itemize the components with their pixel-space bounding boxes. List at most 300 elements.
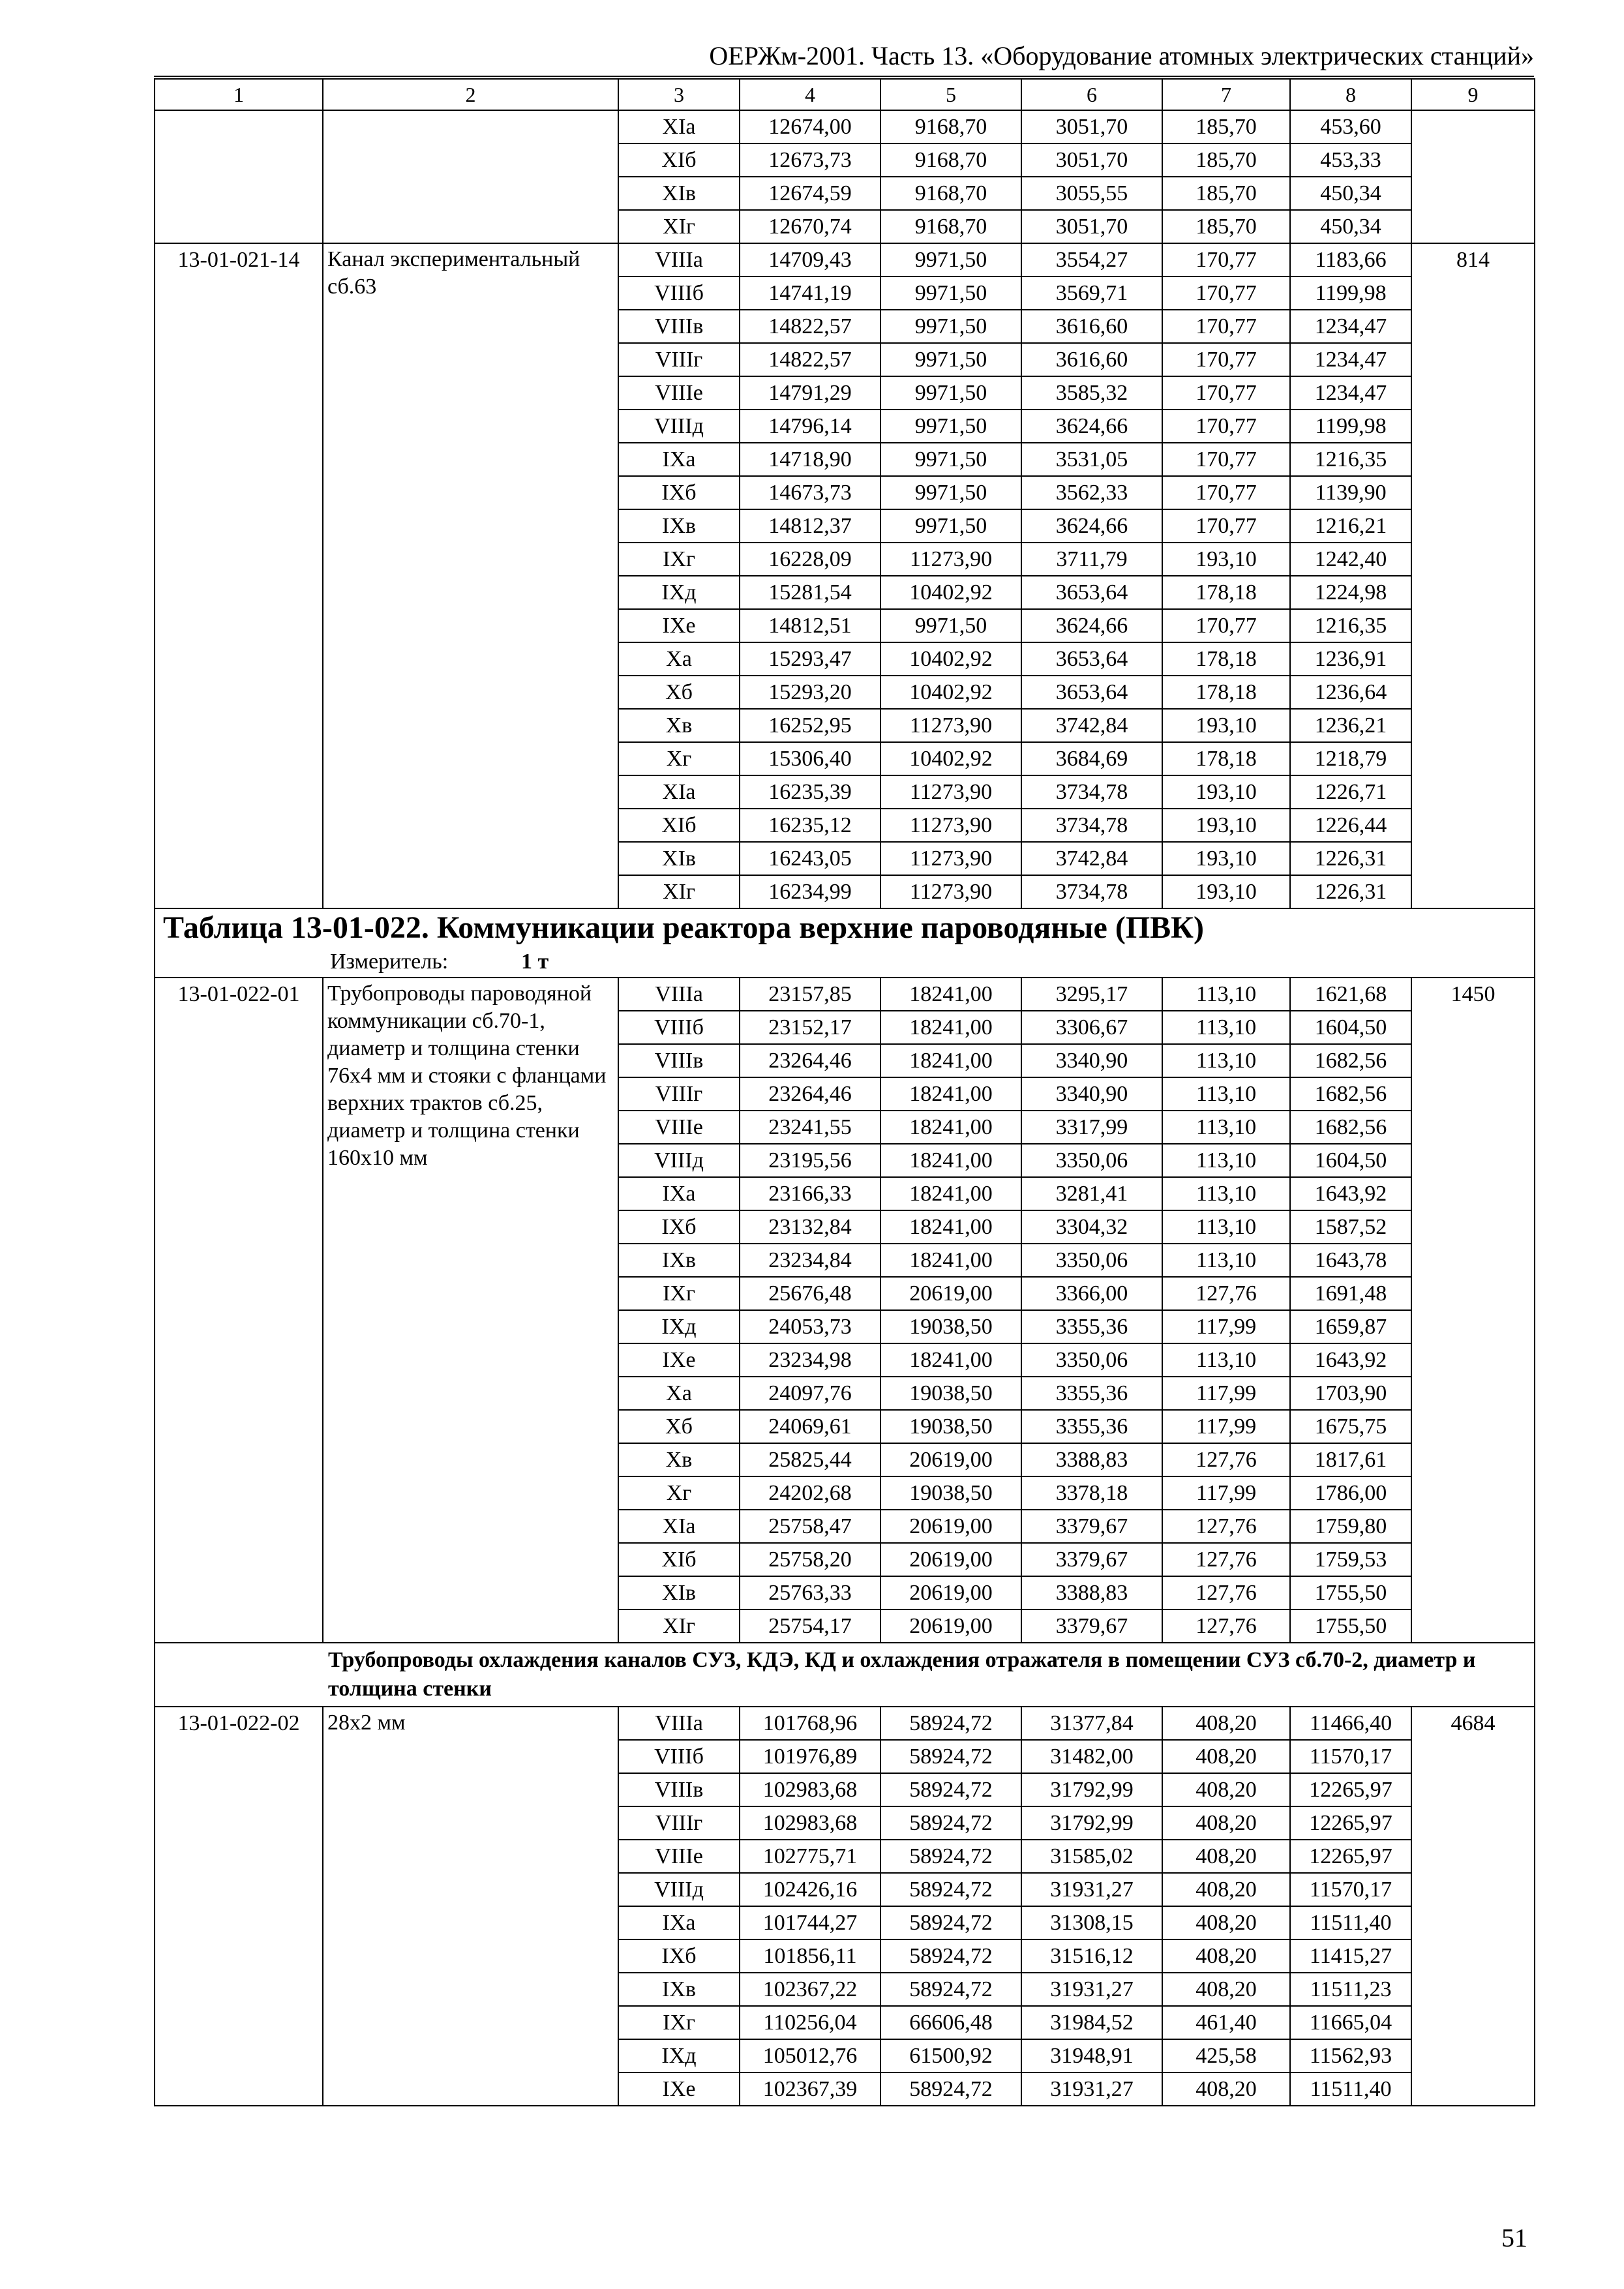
total-cost-cell: 15293,47 xyxy=(740,642,880,676)
materials-cell: 1643,92 xyxy=(1290,1343,1411,1377)
zone-cell: IXд xyxy=(618,2039,740,2072)
machine-cost-cell: 3734,78 xyxy=(1021,775,1162,809)
machine-cost-cell: 31308,15 xyxy=(1021,1906,1162,1939)
total-cost-cell: 15293,20 xyxy=(740,676,880,709)
materials-cell: 1817,61 xyxy=(1290,1443,1411,1476)
materials-cell: 1236,21 xyxy=(1290,709,1411,742)
driver-salary-cell: 170,77 xyxy=(1162,443,1290,476)
total-cost-cell: 102367,39 xyxy=(740,2072,880,2106)
subsection-heading: Трубопроводы охлаждения каналов СУЗ, КДЭ, КД и охлаждения отражателя в помещении СУЗ сб.70-2, диаметр и толщина стенки xyxy=(323,1643,1535,1707)
zone-cell: Xв xyxy=(618,709,740,742)
materials-cell: 12265,97 xyxy=(1290,1840,1411,1873)
measure-row xyxy=(155,947,1535,978)
salary-cell: 9168,70 xyxy=(880,177,1021,210)
table-row xyxy=(155,1707,1535,1740)
driver-salary-cell: 425,58 xyxy=(1162,2039,1290,2072)
driver-salary-cell: 178,18 xyxy=(1162,576,1290,609)
machine-cost-cell: 3317,99 xyxy=(1021,1111,1162,1144)
total-cost-cell: 14822,57 xyxy=(740,343,880,376)
zone-cell: VIIIг xyxy=(618,1806,740,1840)
table-row xyxy=(155,243,1535,277)
total-cost-cell: 102775,71 xyxy=(740,1840,880,1873)
total-cost-cell: 102426,16 xyxy=(740,1873,880,1906)
machine-cost-cell: 31585,02 xyxy=(1021,1840,1162,1873)
machine-cost-cell: 3742,84 xyxy=(1021,842,1162,875)
driver-salary-cell: 113,10 xyxy=(1162,1244,1290,1277)
machine-cost-cell: 3388,83 xyxy=(1021,1576,1162,1609)
total-cost-cell: 23152,17 xyxy=(740,1011,880,1044)
driver-salary-cell: 408,20 xyxy=(1162,1973,1290,2006)
machine-cost-cell: 3742,84 xyxy=(1021,709,1162,742)
driver-salary-cell: 170,77 xyxy=(1162,277,1290,310)
labor-cell: 4684 xyxy=(1411,1707,1535,2106)
zone-cell: VIIIд xyxy=(618,1144,740,1177)
item-name: Трубопроводы пароводяной коммуникации сб.70-1, диаметр и толщина стенки 76х4 мм и стояки с фланцами верхних трактов сб.25, диаметр и толщина стенки 160х10 мм xyxy=(323,978,618,1643)
materials-cell: 453,60 xyxy=(1290,110,1411,143)
zone-cell: XIб xyxy=(618,1543,740,1576)
salary-cell: 10402,92 xyxy=(880,642,1021,676)
zone-cell: IXб xyxy=(618,1210,740,1244)
column-number: 2 xyxy=(323,79,618,110)
machine-cost-cell: 3051,70 xyxy=(1021,210,1162,243)
salary-cell: 11273,90 xyxy=(880,875,1021,908)
total-cost-cell: 24097,76 xyxy=(740,1377,880,1410)
zone-cell: VIIIе xyxy=(618,1840,740,1873)
zone-cell: IXд xyxy=(618,576,740,609)
table-title: Таблица 13-01-022. Коммуникации реактора верхние пароводяные (ПВК) xyxy=(155,908,1535,947)
materials-cell: 1224,98 xyxy=(1290,576,1411,609)
driver-salary-cell: 178,18 xyxy=(1162,742,1290,775)
total-cost-cell: 102367,22 xyxy=(740,1973,880,2006)
salary-cell: 18241,00 xyxy=(880,1210,1021,1244)
salary-cell: 9971,50 xyxy=(880,410,1021,443)
total-cost-cell: 14812,51 xyxy=(740,609,880,642)
machine-cost-cell: 3562,33 xyxy=(1021,476,1162,509)
zone-cell: XIа xyxy=(618,775,740,809)
zone-cell: Xг xyxy=(618,742,740,775)
driver-salary-cell: 170,77 xyxy=(1162,609,1290,642)
total-cost-cell: 14796,14 xyxy=(740,410,880,443)
salary-cell: 19038,50 xyxy=(880,1377,1021,1410)
machine-cost-cell: 3355,36 xyxy=(1021,1377,1162,1410)
total-cost-cell: 16228,09 xyxy=(740,543,880,576)
salary-cell: 9971,50 xyxy=(880,277,1021,310)
machine-cost-cell: 31516,12 xyxy=(1021,1939,1162,1973)
materials-cell: 11415,27 xyxy=(1290,1939,1411,1973)
zone-cell: XIв xyxy=(618,842,740,875)
table-row xyxy=(155,978,1535,1011)
zone-cell: XIв xyxy=(618,1576,740,1609)
driver-salary-cell: 170,77 xyxy=(1162,509,1290,543)
column-number-row xyxy=(155,79,1535,110)
table-body xyxy=(155,79,1535,2106)
column-number: 7 xyxy=(1162,79,1290,110)
subsection-row xyxy=(155,1643,1535,1707)
total-cost-cell: 24069,61 xyxy=(740,1410,880,1443)
subsection-spacer xyxy=(155,1643,323,1707)
driver-salary-cell: 461,40 xyxy=(1162,2006,1290,2039)
machine-cost-cell: 3366,00 xyxy=(1021,1277,1162,1310)
total-cost-cell: 101768,96 xyxy=(740,1707,880,1740)
machine-cost-cell: 3350,06 xyxy=(1021,1343,1162,1377)
materials-cell: 1183,66 xyxy=(1290,243,1411,277)
materials-cell: 1226,31 xyxy=(1290,842,1411,875)
total-cost-cell: 14812,37 xyxy=(740,509,880,543)
salary-cell: 20619,00 xyxy=(880,1510,1021,1543)
materials-cell: 1682,56 xyxy=(1290,1077,1411,1111)
driver-salary-cell: 178,18 xyxy=(1162,642,1290,676)
machine-cost-cell: 3734,78 xyxy=(1021,875,1162,908)
driver-salary-cell: 408,20 xyxy=(1162,1707,1290,1740)
column-number: 1 xyxy=(155,79,323,110)
machine-cost-cell: 3304,32 xyxy=(1021,1210,1162,1244)
salary-cell: 58924,72 xyxy=(880,1973,1021,2006)
materials-cell: 450,34 xyxy=(1290,210,1411,243)
materials-cell: 1199,98 xyxy=(1290,410,1411,443)
total-cost-cell: 23264,46 xyxy=(740,1044,880,1077)
zone-cell: IXг xyxy=(618,1277,740,1310)
salary-cell: 20619,00 xyxy=(880,1277,1021,1310)
zone-cell: Xв xyxy=(618,1443,740,1476)
materials-cell: 1139,90 xyxy=(1290,476,1411,509)
materials-cell: 1755,50 xyxy=(1290,1576,1411,1609)
driver-salary-cell: 113,10 xyxy=(1162,978,1290,1011)
driver-salary-cell: 170,77 xyxy=(1162,376,1290,410)
column-number: 5 xyxy=(880,79,1021,110)
machine-cost-cell: 31984,52 xyxy=(1021,2006,1162,2039)
machine-cost-cell: 3281,41 xyxy=(1021,1177,1162,1210)
page-header: ОЕРЖм-2001. Часть 13. «Оборудование атомных электрических станций» xyxy=(709,41,1534,70)
salary-cell: 11273,90 xyxy=(880,709,1021,742)
measure-cell xyxy=(155,947,1535,978)
zone-cell: IXе xyxy=(618,1343,740,1377)
total-cost-cell: 25676,48 xyxy=(740,1277,880,1310)
total-cost-cell: 14822,57 xyxy=(740,310,880,343)
salary-cell: 9971,50 xyxy=(880,376,1021,410)
machine-cost-cell: 31792,99 xyxy=(1021,1773,1162,1806)
salary-cell: 18241,00 xyxy=(880,1011,1021,1044)
materials-cell: 1682,56 xyxy=(1290,1044,1411,1077)
salary-cell: 18241,00 xyxy=(880,1177,1021,1210)
total-cost-cell: 14718,90 xyxy=(740,443,880,476)
zone-cell: IXд xyxy=(618,1310,740,1343)
driver-salary-cell: 127,76 xyxy=(1162,1277,1290,1310)
total-cost-cell: 23195,56 xyxy=(740,1144,880,1177)
zone-cell: VIIIв xyxy=(618,310,740,343)
salary-cell: 58924,72 xyxy=(880,1939,1021,1973)
salary-cell: 9971,50 xyxy=(880,509,1021,543)
zone-cell: IXв xyxy=(618,1244,740,1277)
salary-cell: 20619,00 xyxy=(880,1543,1021,1576)
total-cost-cell: 23234,98 xyxy=(740,1343,880,1377)
driver-salary-cell: 117,99 xyxy=(1162,1310,1290,1343)
materials-cell: 1786,00 xyxy=(1290,1476,1411,1510)
machine-cost-cell: 3616,60 xyxy=(1021,343,1162,376)
materials-cell: 1759,80 xyxy=(1290,1510,1411,1543)
zone-cell: XIв xyxy=(618,177,740,210)
materials-cell: 1691,48 xyxy=(1290,1277,1411,1310)
salary-cell: 66606,48 xyxy=(880,2006,1021,2039)
salary-cell: 10402,92 xyxy=(880,742,1021,775)
zone-cell: VIIIв xyxy=(618,1773,740,1806)
materials-cell: 1643,78 xyxy=(1290,1244,1411,1277)
salary-cell: 9971,50 xyxy=(880,343,1021,376)
materials-cell: 1682,56 xyxy=(1290,1111,1411,1144)
salary-cell: 9168,70 xyxy=(880,110,1021,143)
salary-cell: 20619,00 xyxy=(880,1576,1021,1609)
zone-cell: Xа xyxy=(618,1377,740,1410)
materials-cell: 1755,50 xyxy=(1290,1609,1411,1643)
zone-cell: IXв xyxy=(618,509,740,543)
total-cost-cell: 25763,33 xyxy=(740,1576,880,1609)
driver-salary-cell: 113,10 xyxy=(1162,1044,1290,1077)
total-cost-cell: 16235,12 xyxy=(740,809,880,842)
materials-cell: 1226,44 xyxy=(1290,809,1411,842)
materials-cell: 1216,21 xyxy=(1290,509,1411,543)
total-cost-cell: 25758,20 xyxy=(740,1543,880,1576)
driver-salary-cell: 178,18 xyxy=(1162,676,1290,709)
machine-cost-cell: 3355,36 xyxy=(1021,1310,1162,1343)
salary-cell: 11273,90 xyxy=(880,775,1021,809)
driver-salary-cell: 193,10 xyxy=(1162,842,1290,875)
total-cost-cell: 24053,73 xyxy=(740,1310,880,1343)
driver-salary-cell: 193,10 xyxy=(1162,709,1290,742)
salary-cell: 19038,50 xyxy=(880,1310,1021,1343)
salary-cell: 58924,72 xyxy=(880,1906,1021,1939)
item-name xyxy=(323,110,618,243)
total-cost-cell: 24202,68 xyxy=(740,1476,880,1510)
machine-cost-cell: 3055,55 xyxy=(1021,177,1162,210)
materials-cell: 1675,75 xyxy=(1290,1410,1411,1443)
driver-salary-cell: 193,10 xyxy=(1162,775,1290,809)
materials-cell: 11511,23 xyxy=(1290,1973,1411,2006)
zone-cell: XIг xyxy=(618,210,740,243)
zone-cell: XIб xyxy=(618,143,740,177)
materials-cell: 1234,47 xyxy=(1290,310,1411,343)
driver-salary-cell: 185,70 xyxy=(1162,143,1290,177)
machine-cost-cell: 3350,06 xyxy=(1021,1144,1162,1177)
salary-cell: 18241,00 xyxy=(880,978,1021,1011)
machine-cost-cell: 3734,78 xyxy=(1021,809,1162,842)
driver-salary-cell: 408,20 xyxy=(1162,1806,1290,1840)
salary-cell: 58924,72 xyxy=(880,1740,1021,1773)
zone-cell: VIIIд xyxy=(618,410,740,443)
total-cost-cell: 14741,19 xyxy=(740,277,880,310)
driver-salary-cell: 113,10 xyxy=(1162,1210,1290,1244)
salary-cell: 58924,72 xyxy=(880,1707,1021,1740)
total-cost-cell: 23234,84 xyxy=(740,1244,880,1277)
item-code: 13-01-021-14 xyxy=(155,243,323,908)
materials-cell: 1226,71 xyxy=(1290,775,1411,809)
zone-cell: IXе xyxy=(618,2072,740,2106)
zone-cell: VIIIг xyxy=(618,343,740,376)
zone-cell: XIг xyxy=(618,875,740,908)
column-number: 6 xyxy=(1021,79,1162,110)
total-cost-cell: 16235,39 xyxy=(740,775,880,809)
total-cost-cell: 14791,29 xyxy=(740,376,880,410)
item-name: Канал экспериментальный сб.63 xyxy=(323,243,618,908)
materials-cell: 1604,50 xyxy=(1290,1011,1411,1044)
salary-cell: 9168,70 xyxy=(880,210,1021,243)
salary-cell: 9971,50 xyxy=(880,310,1021,343)
measure-unit: 1 т xyxy=(521,950,549,974)
column-number: 8 xyxy=(1290,79,1411,110)
driver-salary-cell: 113,10 xyxy=(1162,1177,1290,1210)
total-cost-cell: 16234,99 xyxy=(740,875,880,908)
machine-cost-cell: 3624,66 xyxy=(1021,509,1162,543)
total-cost-cell: 23157,85 xyxy=(740,978,880,1011)
machine-cost-cell: 3711,79 xyxy=(1021,543,1162,576)
salary-cell: 20619,00 xyxy=(880,1609,1021,1643)
total-cost-cell: 14673,73 xyxy=(740,476,880,509)
salary-cell: 58924,72 xyxy=(880,2072,1021,2106)
salary-cell: 11273,90 xyxy=(880,842,1021,875)
zone-cell: VIIIб xyxy=(618,1011,740,1044)
driver-salary-cell: 170,77 xyxy=(1162,243,1290,277)
labor-cell xyxy=(1411,110,1535,243)
machine-cost-cell: 31931,27 xyxy=(1021,2072,1162,2106)
zone-cell: VIIIд xyxy=(618,1873,740,1906)
labor-cell: 1450 xyxy=(1411,978,1535,1643)
machine-cost-cell: 3624,66 xyxy=(1021,410,1162,443)
machine-cost-cell: 3653,64 xyxy=(1021,676,1162,709)
materials-cell: 12265,97 xyxy=(1290,1806,1411,1840)
salary-cell: 9971,50 xyxy=(880,443,1021,476)
machine-cost-cell: 3653,64 xyxy=(1021,576,1162,609)
salary-cell: 10402,92 xyxy=(880,576,1021,609)
driver-salary-cell: 170,77 xyxy=(1162,343,1290,376)
zone-cell: Xг xyxy=(618,1476,740,1510)
total-cost-cell: 23264,46 xyxy=(740,1077,880,1111)
zone-cell: IXа xyxy=(618,443,740,476)
machine-cost-cell: 31948,91 xyxy=(1021,2039,1162,2072)
total-cost-cell: 12670,74 xyxy=(740,210,880,243)
column-number: 4 xyxy=(740,79,880,110)
machine-cost-cell: 3379,67 xyxy=(1021,1543,1162,1576)
materials-cell: 11511,40 xyxy=(1290,1906,1411,1939)
materials-cell: 11562,93 xyxy=(1290,2039,1411,2072)
zone-cell: IXг xyxy=(618,543,740,576)
materials-cell: 1199,98 xyxy=(1290,277,1411,310)
driver-salary-cell: 113,10 xyxy=(1162,1343,1290,1377)
materials-cell: 1242,40 xyxy=(1290,543,1411,576)
machine-cost-cell: 31931,27 xyxy=(1021,1973,1162,2006)
driver-salary-cell: 127,76 xyxy=(1162,1543,1290,1576)
zone-cell: XIа xyxy=(618,110,740,143)
salary-cell: 19038,50 xyxy=(880,1410,1021,1443)
driver-salary-cell: 113,10 xyxy=(1162,1011,1290,1044)
total-cost-cell: 15281,54 xyxy=(740,576,880,609)
zone-cell: IXа xyxy=(618,1177,740,1210)
zone-cell: VIIIе xyxy=(618,376,740,410)
machine-cost-cell: 31377,84 xyxy=(1021,1707,1162,1740)
driver-salary-cell: 408,20 xyxy=(1162,1906,1290,1939)
salary-cell: 9971,50 xyxy=(880,609,1021,642)
driver-salary-cell: 170,77 xyxy=(1162,476,1290,509)
total-cost-cell: 25758,47 xyxy=(740,1510,880,1543)
machine-cost-cell: 3340,90 xyxy=(1021,1077,1162,1111)
salary-cell: 58924,72 xyxy=(880,1873,1021,1906)
zone-cell: VIIIг xyxy=(618,1077,740,1111)
materials-cell: 453,33 xyxy=(1290,143,1411,177)
machine-cost-cell: 3531,05 xyxy=(1021,443,1162,476)
materials-cell: 11665,04 xyxy=(1290,2006,1411,2039)
zone-cell: VIIIб xyxy=(618,1740,740,1773)
materials-cell: 1604,50 xyxy=(1290,1144,1411,1177)
machine-cost-cell: 3051,70 xyxy=(1021,143,1162,177)
header-rule xyxy=(154,76,1534,77)
zone-cell: VIIIе xyxy=(618,1111,740,1144)
item-name: 28х2 мм xyxy=(323,1707,618,2106)
driver-salary-cell: 117,99 xyxy=(1162,1410,1290,1443)
machine-cost-cell: 3585,32 xyxy=(1021,376,1162,410)
zone-cell: IXг xyxy=(618,2006,740,2039)
materials-cell: 1218,79 xyxy=(1290,742,1411,775)
machine-cost-cell: 3616,60 xyxy=(1021,310,1162,343)
materials-cell: 1234,47 xyxy=(1290,343,1411,376)
salary-cell: 18241,00 xyxy=(880,1044,1021,1077)
column-number: 3 xyxy=(618,79,740,110)
driver-salary-cell: 127,76 xyxy=(1162,1443,1290,1476)
salary-cell: 18241,00 xyxy=(880,1077,1021,1111)
materials-cell: 450,34 xyxy=(1290,177,1411,210)
total-cost-cell: 101744,27 xyxy=(740,1906,880,1939)
machine-cost-cell: 3388,83 xyxy=(1021,1443,1162,1476)
driver-salary-cell: 113,10 xyxy=(1162,1111,1290,1144)
zone-cell: IXе xyxy=(618,609,740,642)
driver-salary-cell: 408,20 xyxy=(1162,2072,1290,2106)
total-cost-cell: 12674,59 xyxy=(740,177,880,210)
salary-cell: 58924,72 xyxy=(880,1806,1021,1840)
driver-salary-cell: 170,77 xyxy=(1162,310,1290,343)
materials-cell: 1234,47 xyxy=(1290,376,1411,410)
driver-salary-cell: 193,10 xyxy=(1162,809,1290,842)
driver-salary-cell: 185,70 xyxy=(1162,210,1290,243)
salary-cell: 61500,92 xyxy=(880,2039,1021,2072)
materials-cell: 1703,90 xyxy=(1290,1377,1411,1410)
zone-cell: Xб xyxy=(618,676,740,709)
driver-salary-cell: 408,20 xyxy=(1162,1873,1290,1906)
machine-cost-cell: 31931,27 xyxy=(1021,1873,1162,1906)
zone-cell: VIIIв xyxy=(618,1044,740,1077)
materials-cell: 1236,64 xyxy=(1290,676,1411,709)
salary-cell: 18241,00 xyxy=(880,1144,1021,1177)
driver-salary-cell: 113,10 xyxy=(1162,1144,1290,1177)
machine-cost-cell: 3624,66 xyxy=(1021,609,1162,642)
salary-cell: 10402,92 xyxy=(880,676,1021,709)
zone-cell: IXа xyxy=(618,1906,740,1939)
salary-cell: 19038,50 xyxy=(880,1476,1021,1510)
labor-cell: 814 xyxy=(1411,243,1535,908)
materials-cell: 1643,92 xyxy=(1290,1177,1411,1210)
materials-cell: 11466,40 xyxy=(1290,1707,1411,1740)
column-number: 9 xyxy=(1411,79,1535,110)
item-code xyxy=(155,110,323,243)
machine-cost-cell: 3355,36 xyxy=(1021,1410,1162,1443)
driver-salary-cell: 193,10 xyxy=(1162,543,1290,576)
item-code: 13-01-022-01 xyxy=(155,978,323,1643)
driver-salary-cell: 127,76 xyxy=(1162,1576,1290,1609)
salary-cell: 11273,90 xyxy=(880,809,1021,842)
materials-cell: 12265,97 xyxy=(1290,1773,1411,1806)
materials-cell: 1236,91 xyxy=(1290,642,1411,676)
salary-cell: 20619,00 xyxy=(880,1443,1021,1476)
materials-cell: 1587,52 xyxy=(1290,1210,1411,1244)
total-cost-cell: 14709,43 xyxy=(740,243,880,277)
zone-cell: IXб xyxy=(618,1939,740,1973)
materials-cell: 1226,31 xyxy=(1290,875,1411,908)
price-table xyxy=(154,78,1535,2106)
